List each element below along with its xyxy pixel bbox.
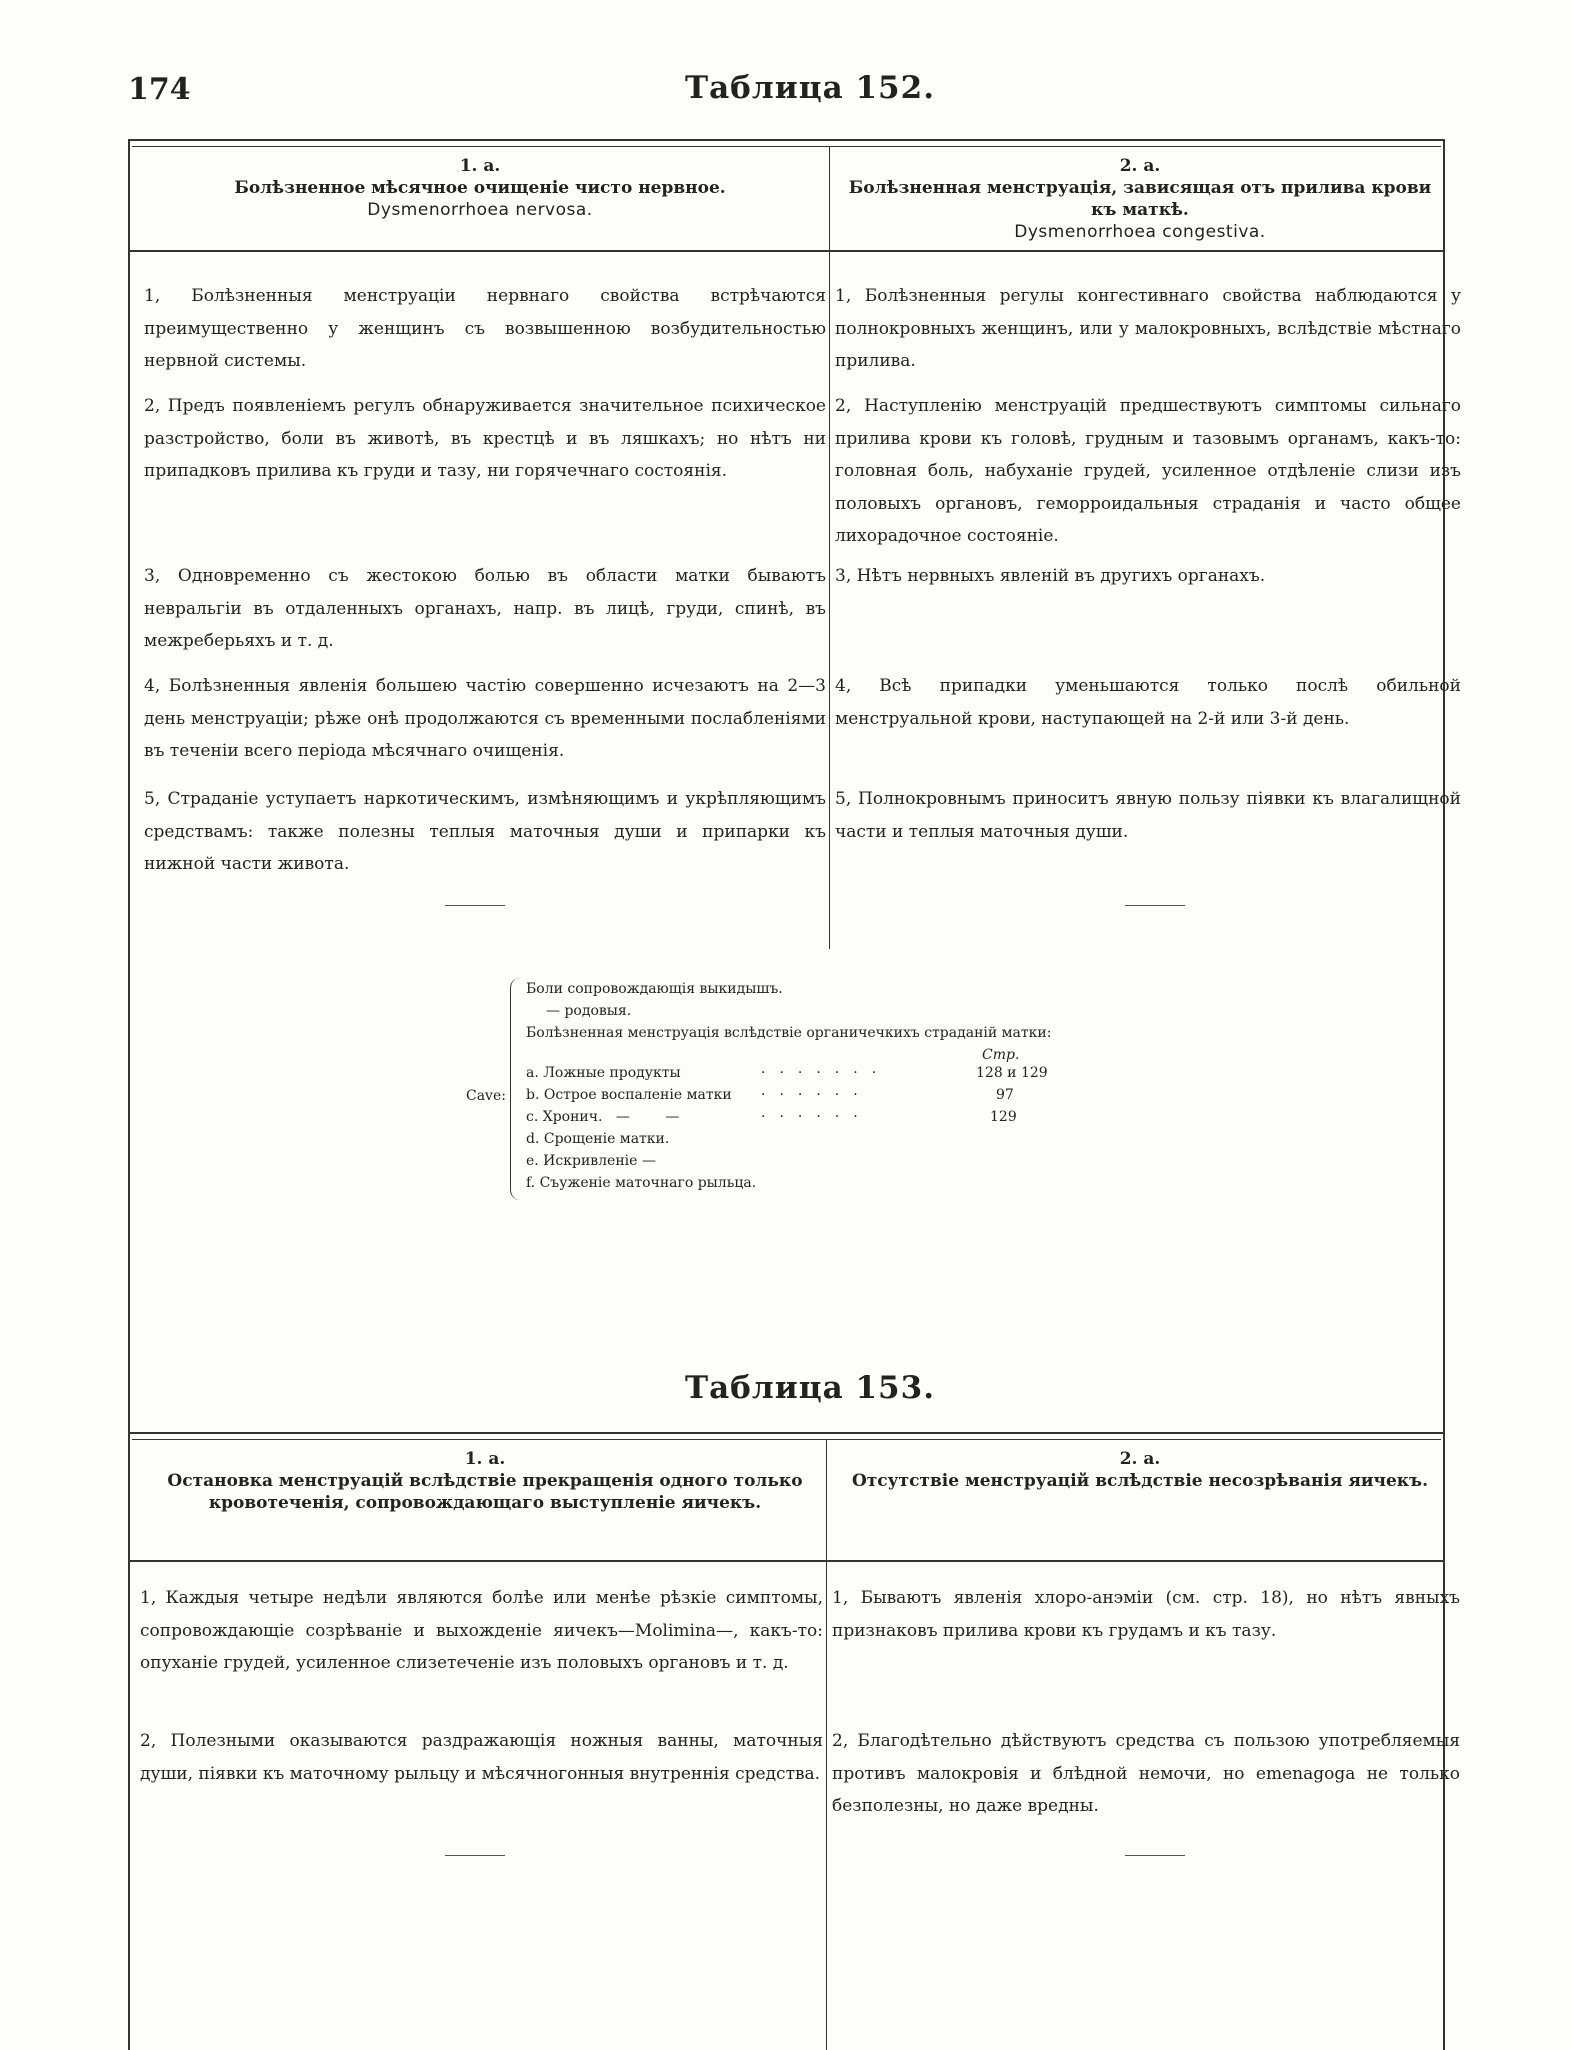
table-152-col2-header xyxy=(840,155,1440,243)
cave-row-a xyxy=(526,1062,1051,1084)
table-153-header-rule xyxy=(128,1560,1445,1562)
cave-row-page: 128 и 129 xyxy=(976,1065,1048,1081)
cave-row-text: c. Хронич. — — xyxy=(526,1109,680,1125)
col2-latin: Dysmenorrhoea congestiva. xyxy=(1014,222,1266,242)
t152-col2-end-dash xyxy=(1125,905,1185,906)
col1-title: Болѣзненное мѣсячное очищеніе чисто нервное. xyxy=(234,178,726,198)
table-152-header-rule xyxy=(128,250,1445,252)
t152-col1-item-1: 1, Болѣзненныя менструаціи нервнаго свойства встрѣчаются преимущественно у женщинъ съ возвышенною возбудительностью нервной системы. xyxy=(144,286,826,371)
table-152-left-border xyxy=(128,139,130,949)
page-number: 174 xyxy=(128,72,191,107)
cave-row-c xyxy=(526,1106,1051,1128)
table-153-col2-header xyxy=(850,1448,1430,1492)
col2-title: Болѣзненная менструація, зависящая отъ прилива крови къ маткѣ. xyxy=(848,178,1432,220)
cave-row-b xyxy=(526,1084,1051,1106)
t153-col2-end-dash xyxy=(1125,1855,1185,1856)
table-152-column-divider xyxy=(829,146,830,949)
cave-list xyxy=(526,978,1051,1194)
t152-col2-item-3: 3, Нѣтъ нервныхъ явленій въ другихъ органахъ. xyxy=(835,566,1266,586)
cave-row-dots: ······ xyxy=(761,1109,872,1125)
cave-line-2: — родовыя. xyxy=(546,1003,632,1019)
cave-row-text: b. Острое воспаленіе матки xyxy=(526,1087,732,1103)
t152-col2-item-2: 2, Наступленію менструацій предшествуютъ симптомы сильнаго прилива крови къ головѣ, грудным и тазовымъ органамъ, какъ-то: головная боль, набуханіе грудей, усиленное отдѣленіе слизи изъ половыхъ органовъ, геморроидальныя страданія и часто общее лихорадочное состояніе. xyxy=(835,396,1461,546)
cave-str-label: Стр. xyxy=(982,1047,1020,1063)
table-153-title: Таблица 153. xyxy=(685,1370,935,1406)
cave-line-1: Боли сопровождающія выкидышъ. xyxy=(526,981,783,997)
table-153-col1-header xyxy=(165,1448,805,1514)
table-152-title: Таблица 152. xyxy=(685,70,935,106)
cave-row-text: а. Ложные продукты xyxy=(526,1065,681,1081)
cave-row-dots: ······ xyxy=(761,1087,872,1103)
cave-row-f xyxy=(526,1172,1051,1194)
cave-brace xyxy=(510,978,525,1200)
cave-label: Cave: xyxy=(466,1088,506,1104)
table-152-top-rule-inner xyxy=(132,146,1441,147)
cave-row-e xyxy=(526,1150,1051,1172)
cave-row-dots: ······· xyxy=(761,1065,891,1081)
t153-col2-item-2: 2, Благодѣтельно дѣйствуютъ средства съ пользою употребляемыя противъ малокровія и блѣдной немочи, но emenagoga не только безполезны, но даже вредны. xyxy=(832,1731,1460,1816)
cave-row-text: f. Съуженіе маточнаго рыльца. xyxy=(526,1175,757,1191)
cave-line-3: Болѣзненная менструація вслѣдствіе органичечкихъ страданій матки: xyxy=(526,1025,1052,1041)
t153-col1-end-dash xyxy=(445,1855,505,1856)
table-153-top-rule-inner xyxy=(132,1439,1441,1440)
col1-latin: Dysmenorrhoea nervosa. xyxy=(367,200,593,220)
cave-row-text: e. Искривленіе — xyxy=(526,1153,656,1169)
t152-col2-item-4: 4, Всѣ припадки уменьшаются только послѣ обильной менструальной крови, наступающей на 2-й или 3-й день. xyxy=(835,676,1461,729)
t153-col1-item-1: 1, Каждыя четыре недѣли являются болѣе или менѣе рѣзкіе симптомы, сопровождающіе созрѣваніе и выхожденіе яичекъ—Molimina—, какъ-то: опуханіе грудей, усиленное слизетеченіе изъ половыхъ органовъ и т. д. xyxy=(140,1588,823,1673)
table-152-col1-header xyxy=(180,155,780,221)
cave-row-page: 129 xyxy=(990,1109,1017,1125)
table-153-left-border xyxy=(128,949,130,2050)
col1-number: 1. а. xyxy=(459,156,501,176)
col2-number: 2. а. xyxy=(1119,156,1161,176)
t153-col2-number: 2. а. xyxy=(1119,1449,1161,1469)
t152-col1-item-2: 2, Предъ появленіемъ регулъ обнаруживается значительное психическое разстройство, боли въ животѣ, въ крестцѣ и въ ляшкахъ; но нѣтъ ни припадковъ прилива къ груди и тазу, ни горячечнаго состоянія. xyxy=(144,396,826,481)
t153-col1-title: Остановка менструацій вслѣдствіе прекращенія одного только кровотеченія, сопровождающаго выступленіе яичекъ. xyxy=(167,1471,803,1513)
t153-col2-item-1: 1, Бываютъ явленія хлоро-анэміи (см. стр. 18), но нѣтъ явныхъ признаковъ прилива крови къ грудамъ и къ тазу. xyxy=(832,1588,1460,1641)
t152-col2-item-1: 1, Болѣзненныя регулы конгестивнаго свойства наблюдаются у полнокровныхъ женщинъ, или у малокровныхъ, вслѣдствіе мѣстнаго прилива. xyxy=(835,286,1461,371)
table-153-right-border xyxy=(1443,949,1445,2050)
table-152-top-rule xyxy=(128,139,1445,141)
t152-col1-item-4: 4, Болѣзненныя явленія большею частію совершенно исчезаютъ на 2—3 день менструаціи; рѣже онѣ продолжаются съ временными послабленіями въ теченіи всего періода мѣсячнаго очищенія. xyxy=(144,676,826,761)
t152-col1-end-dash xyxy=(445,905,505,906)
table-153-top-rule xyxy=(128,1432,1445,1434)
t153-col2-title: Отсутствіе менструацій вслѣдствіе несозрѣванія яичекъ. xyxy=(851,1471,1429,1491)
t152-col2-item-5: 5, Полнокровнымъ приноситъ явную пользу піявки къ влагалищной части и теплыя маточныя души. xyxy=(835,789,1461,842)
t152-col1-item-5: 5, Страданіе уступаетъ наркотическимъ, измѣняющимъ и укрѣпляющимъ средствамъ: также полезны теплыя маточныя души и припарки къ нижной части живота. xyxy=(144,789,826,874)
cave-row-text: d. Срощеніе матки. xyxy=(526,1131,670,1147)
t152-col1-item-3: 3, Одновременно съ жестокою болью въ области матки бываютъ невральгіи въ отдаленныхъ органахъ, напр. въ лицѣ, груди, спинѣ, въ межреберьяхъ и т. д. xyxy=(144,566,826,651)
table-153-column-divider xyxy=(826,1439,827,2050)
t153-col1-item-2: 2, Полезными оказываются раздражающія ножныя ванны, маточныя души, піявки къ маточному рыльцу и мѣсячногонныя внутреннія средства. xyxy=(140,1731,823,1784)
cave-row-page: 97 xyxy=(996,1087,1014,1103)
t153-col1-number: 1. а. xyxy=(464,1449,506,1469)
cave-row-d xyxy=(526,1128,1051,1150)
